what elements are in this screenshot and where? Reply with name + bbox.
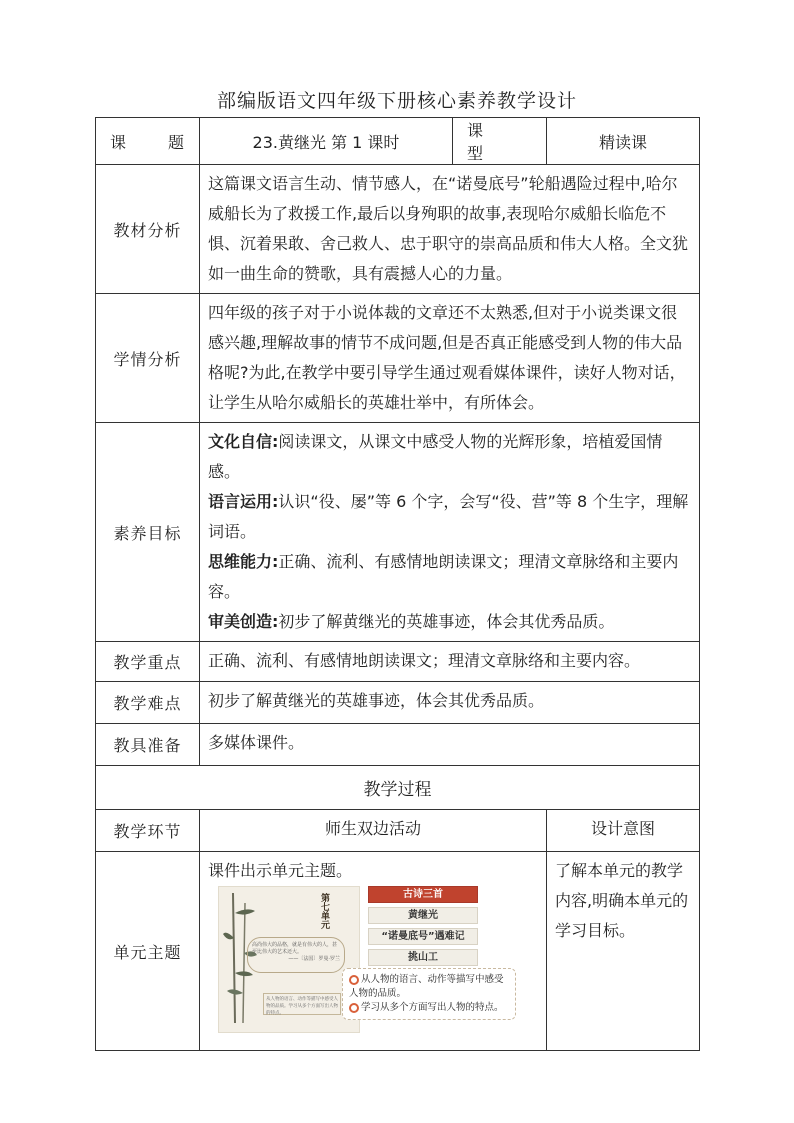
topic-value: 23.黄继光 第 1 课时 (200, 118, 453, 165)
difficulty-label: 教学难点 (96, 682, 200, 724)
goals-list (200, 423, 700, 642)
type-value: 精读课 (547, 118, 700, 165)
stage-unit-theme-label: 单元主题 (96, 852, 200, 1051)
goals-label: 素养目标 (96, 423, 200, 642)
students-text: 四年级的孩子对于小说体裁的文章还不太熟悉,但对于小说类课文很感兴趣,理解故事的情节不成问题,但是否真正能感受到人物的伟大品格呢?为此,在教学中要引导学生通过观看媒体课件，读好人物对话，让学生从哈尔威船长的英雄壮举中，有所体会。 (200, 294, 700, 423)
goal-thinking: 思维能力:正确、流利、有感情地朗读课文；理清文章脉络和主要内容。 (208, 552, 679, 601)
unit-notes: 从人物的语言、动作等描写中感受人物的品质。学习从多个方面写出人物的特点。 (263, 993, 341, 1015)
tools-text: 多媒体课件。 (200, 724, 700, 766)
lesson-item: 黄继光 (368, 907, 478, 924)
document-title: 部编版语文四年级下册核心素养教学设计 (216, 90, 577, 112)
unit-tag: 第七单元 (319, 893, 329, 929)
tools-label: 教具准备 (96, 724, 200, 766)
bullet-icon (349, 1003, 359, 1013)
lesson-item: “诺曼底号”遇难记 (368, 928, 478, 945)
key-point-text: 正确、流利、有感情地朗读课文；理清文章脉络和主要内容。 (200, 642, 700, 682)
topic-label: 课 题 (96, 118, 200, 165)
stage-unit-theme-activity: 课件出示单元主题。 第七单元 高尚伟大的品格，就是有伟大的人，甚至比伟大的艺术还大。 ——〔法国〕罗曼·罗兰 从人物的语言、动作等描写中感受人物的品质。学习从多个方面写出人物的特点。 古诗三首 黄继光 “诺曼底号”遇难记 挑山工 从人物的语言、动作等描写中感受人物的品质。 学习从多个方面写出人物的特点。 (200, 852, 547, 1051)
key-point-label: 教学重点 (96, 642, 200, 682)
lesson-plan-table (95, 117, 700, 1051)
bullet-icon (349, 975, 359, 985)
lesson-item: 挑山工 (368, 949, 478, 966)
goal-aesthetic: 审美创造:初步了解黄继光的英雄事迹，体会其优秀品质。 (208, 612, 615, 631)
students-label: 学情分析 (96, 294, 200, 423)
slide-cover (218, 886, 360, 1033)
unit-quote: 高尚伟大的品格，就是有伟大的人，甚至比伟大的艺术还大。 ——〔法国〕罗曼·罗兰 (247, 937, 345, 973)
type-label: 课 型 (453, 118, 547, 165)
goal-language: 语言运用:认识“役、屡”等 6 个字，会写“役、营”等 8 个生字，理解词语。 (208, 492, 689, 541)
col-intent-header: 设计意图 (547, 810, 700, 852)
col-activity-header: 师生双边活动 (200, 810, 547, 852)
lesson-list (368, 886, 478, 970)
goal-culture: 文化自信:阅读课文，从课文中感受人物的光辉形象，培植爱国情感。 (208, 432, 663, 481)
col-stage-header: 教学环节 (96, 810, 200, 852)
difficulty-text: 初步了解黄继光的英雄事迹，体会其优秀品质。 (200, 682, 700, 724)
material-label: 教材分析 (96, 165, 200, 294)
process-title: 教学过程 (96, 766, 700, 810)
stage-unit-theme-intent: 了解本单元的教学内容,明确本单元的学习目标。 (547, 852, 700, 1051)
lesson-item: 古诗三首 (368, 886, 478, 903)
unit-goals-box: 从人物的语言、动作等描写中感受人物的品质。 学习从多个方面写出人物的特点。 (342, 968, 516, 1020)
material-text: 这篇课文语言生动、情节感人，在“诺曼底号”轮船遇险过程中,哈尔威船长为了救援工作,最后以身殉职的故事,表现哈尔威船长临危不惧、沉着果敢、舍己救人、忠于职守的崇高品质和伟大人格。全文犹如一曲生命的赞歌，具有震撼人心的力量。 (200, 165, 700, 294)
unit-slide-image (208, 886, 538, 1046)
